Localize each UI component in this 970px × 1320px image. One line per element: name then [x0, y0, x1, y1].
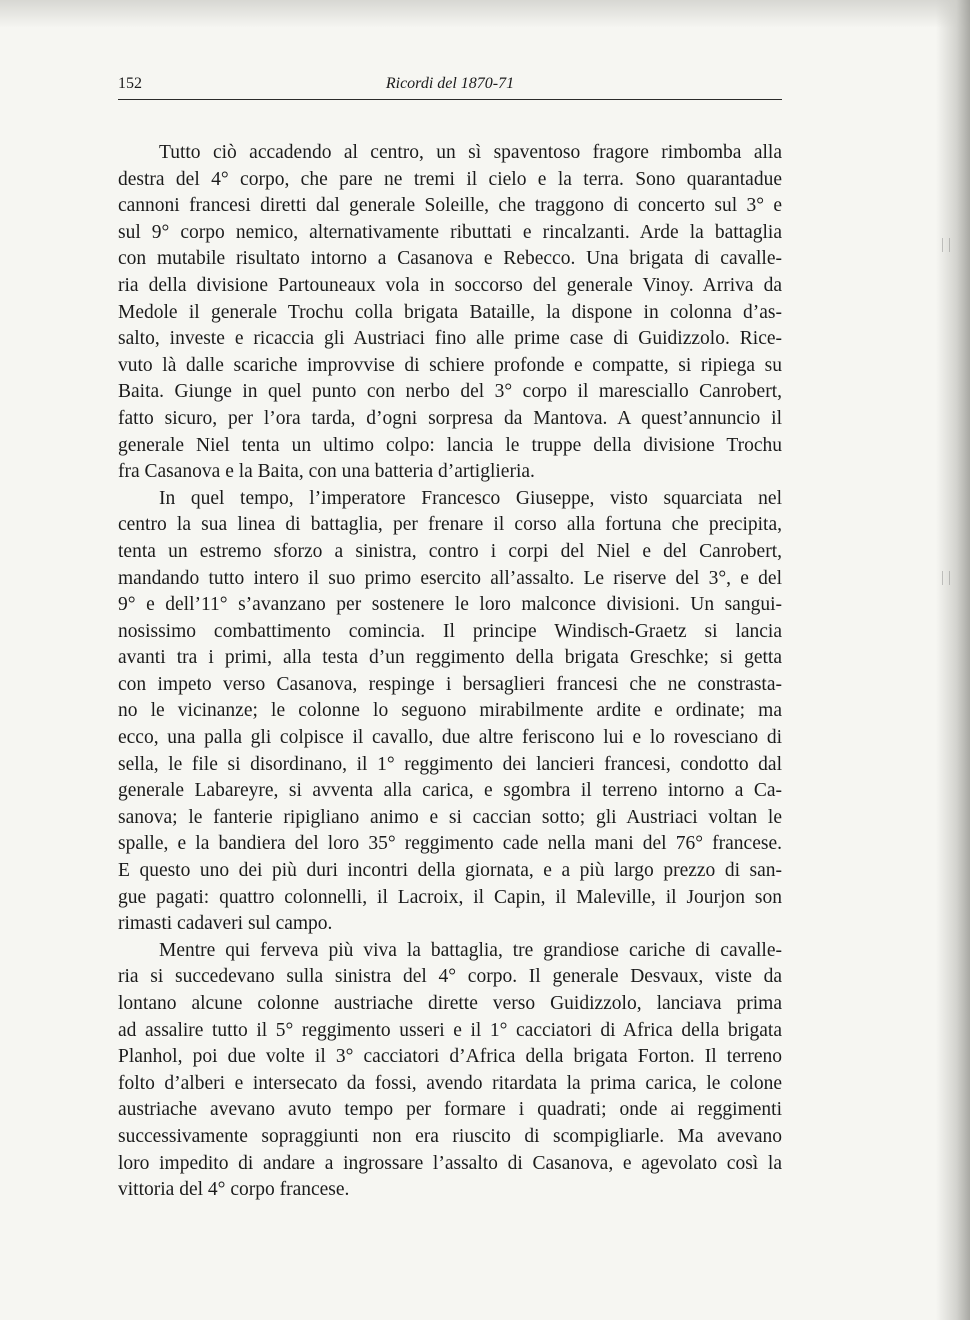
text-line: con mutabile risultato intorno a Casanova e Rebecco. Una brigata di cavalle- — [118, 248, 782, 270]
bleed-through-mark — [942, 571, 950, 585]
text-line: avanti tra i primi, alla testa d’un reggimento della brigata Greschke; si getta — [118, 647, 782, 669]
scan-page-edge — [936, 0, 970, 1320]
text-line: lontano alcune colonne austriache dirette verso Guidizzolo, lanciava prima — [118, 993, 782, 1014]
text-line: folto d’alberi e intersecato da fossi, avendo ritardata la prima carica, le colone — [118, 1072, 782, 1094]
text-line: generale Niel tenta un ultimo colpo: lancia le truppe della divisione Trochu — [118, 434, 782, 456]
text-line: tenta un estremo sforzo a sinistra, contro i corpi del Niel e del Canrobert, — [118, 540, 782, 562]
text-line: ria della divisione Partouneaux vola in soccorso del generale Vinoy. Arriva da — [118, 274, 782, 296]
text-line: cannoni francesi diretti dal generale Soleille, che traggono di concerto sul 3° e — [118, 195, 782, 217]
text-line: fatto sicuro, per l’ora tarda, d’ogni sorpresa da Mantova. A quest’annuncio il — [118, 407, 782, 429]
text-line: centro la sua linea di battaglia, per frenare il corso alla fortuna che precipita, — [118, 514, 782, 536]
scan-top-shadow — [0, 0, 970, 28]
text-line: rimasti cadaveri sul campo. — [118, 913, 333, 935]
text-line: sella, le file si disordinano, il 1° reggimento dei lancieri francesi, condotto dal — [118, 753, 782, 775]
text-line: 9° e dell’11° s’avanzano per sostenere le loro malconce divisioni. Un sangui- — [118, 594, 782, 616]
text-line: vuto là dalle scariche improvvise di schiere profonde e compatte, si ripiega su — [118, 354, 782, 376]
text-line: Planhol, poi due volte il 3° cacciatori d’Africa della brigata Forton. Il terreno — [118, 1046, 782, 1068]
text-line: salto, investe e ricaccia gli Austriaci fino alle prime case di Guidizzolo. Rice- — [118, 328, 782, 350]
text-line: Mentre qui ferveva più viva la battaglia, tre grandiose cariche di cavalle- — [159, 939, 782, 961]
text-line: Baita. Giunge in quel punto con nerbo del 3° corpo il maresciallo Canrobert, — [118, 381, 782, 403]
text-line: Medole il generale Trochu colla brigata Bataille, la dispone in colonna d’as- — [118, 301, 782, 323]
text-line: mandando tutto intero il suo primo esercito all’assalto. Le riserve del 3°, e del — [118, 567, 782, 589]
running-title: Ricordi del 1870-71 — [385, 75, 515, 92]
body-text — [118, 140, 782, 1204]
text-line: E questo uno dei più duri incontri della giornata, e a più largo prezzo di san- — [118, 860, 782, 882]
text-line: ecco, una palla gli colpisce il cavallo, due altre feriscono lui e lo rovesciano di — [118, 727, 782, 749]
text-line: fra Casanova e la Baita, con una batteria d’artiglieria. — [118, 461, 535, 483]
text-line: no le vicinanze; le colonne lo seguono mirabilmente ardite e ordinate; ma — [118, 700, 782, 722]
text-line: destra del 4° corpo, che pare ne tremi il cielo e la terra. Sono quarantadue — [118, 168, 782, 190]
text-line: In quel tempo, l’imperatore Francesco Giuseppe, visto squarciata nel — [159, 487, 782, 509]
bleed-through-mark — [942, 238, 950, 252]
text-line: generale Labareyre, si avventa alla carica, e sgombra il terreno intorno a Ca- — [118, 780, 782, 802]
text-line: successivamente sopraggiunti non era riuscito di scompigliarle. Ma avevano — [118, 1125, 782, 1147]
text-line: con impeto verso Casanova, respinge i bersaglieri francesi che ne constrasta- — [118, 673, 782, 695]
text-line: austriache avevano avuto tempo per formare i quadrati; onde ai reggimenti — [118, 1099, 782, 1121]
text-line: gue pagati: quattro colonnelli, il Lacroix, il Capin, il Maleville, il Jourjon son — [118, 886, 782, 908]
text-line: nosissimo combattimento comincia. Il principe Windisch-Graetz si lancia — [118, 620, 782, 642]
running-header — [118, 73, 782, 100]
text-line: sul 9° corpo nemico, alternativamente ributtati e rincalzanti. Arde la battaglia — [118, 221, 782, 243]
text-line: sanova; le fanterie ripigliano animo e si caccian sotto; gli Austriaci voltan le — [118, 806, 782, 828]
text-line: spalle, e la bandiera del loro 35° reggimento cade nella mani del 76° francese. — [118, 833, 782, 855]
text-line: ria si succedevano sulla sinistra del 4° corpo. Il generale Desvaux, viste da — [118, 966, 782, 988]
text-line: loro impedito di andare a ingrossare l’assalto di Casanova, e agevolato così la — [118, 1152, 782, 1174]
text-line: ad assalire tutto il 5° reggimento usseri e il 1° cacciatori di Africa della brigata — [118, 1019, 782, 1041]
text-line: Tutto ciò accadendo al centro, un sì spaventoso fragore rimbomba alla — [159, 142, 782, 163]
text-line: vittoria del 4° corpo francese. — [118, 1179, 350, 1201]
page-number: 152 — [118, 75, 142, 92]
